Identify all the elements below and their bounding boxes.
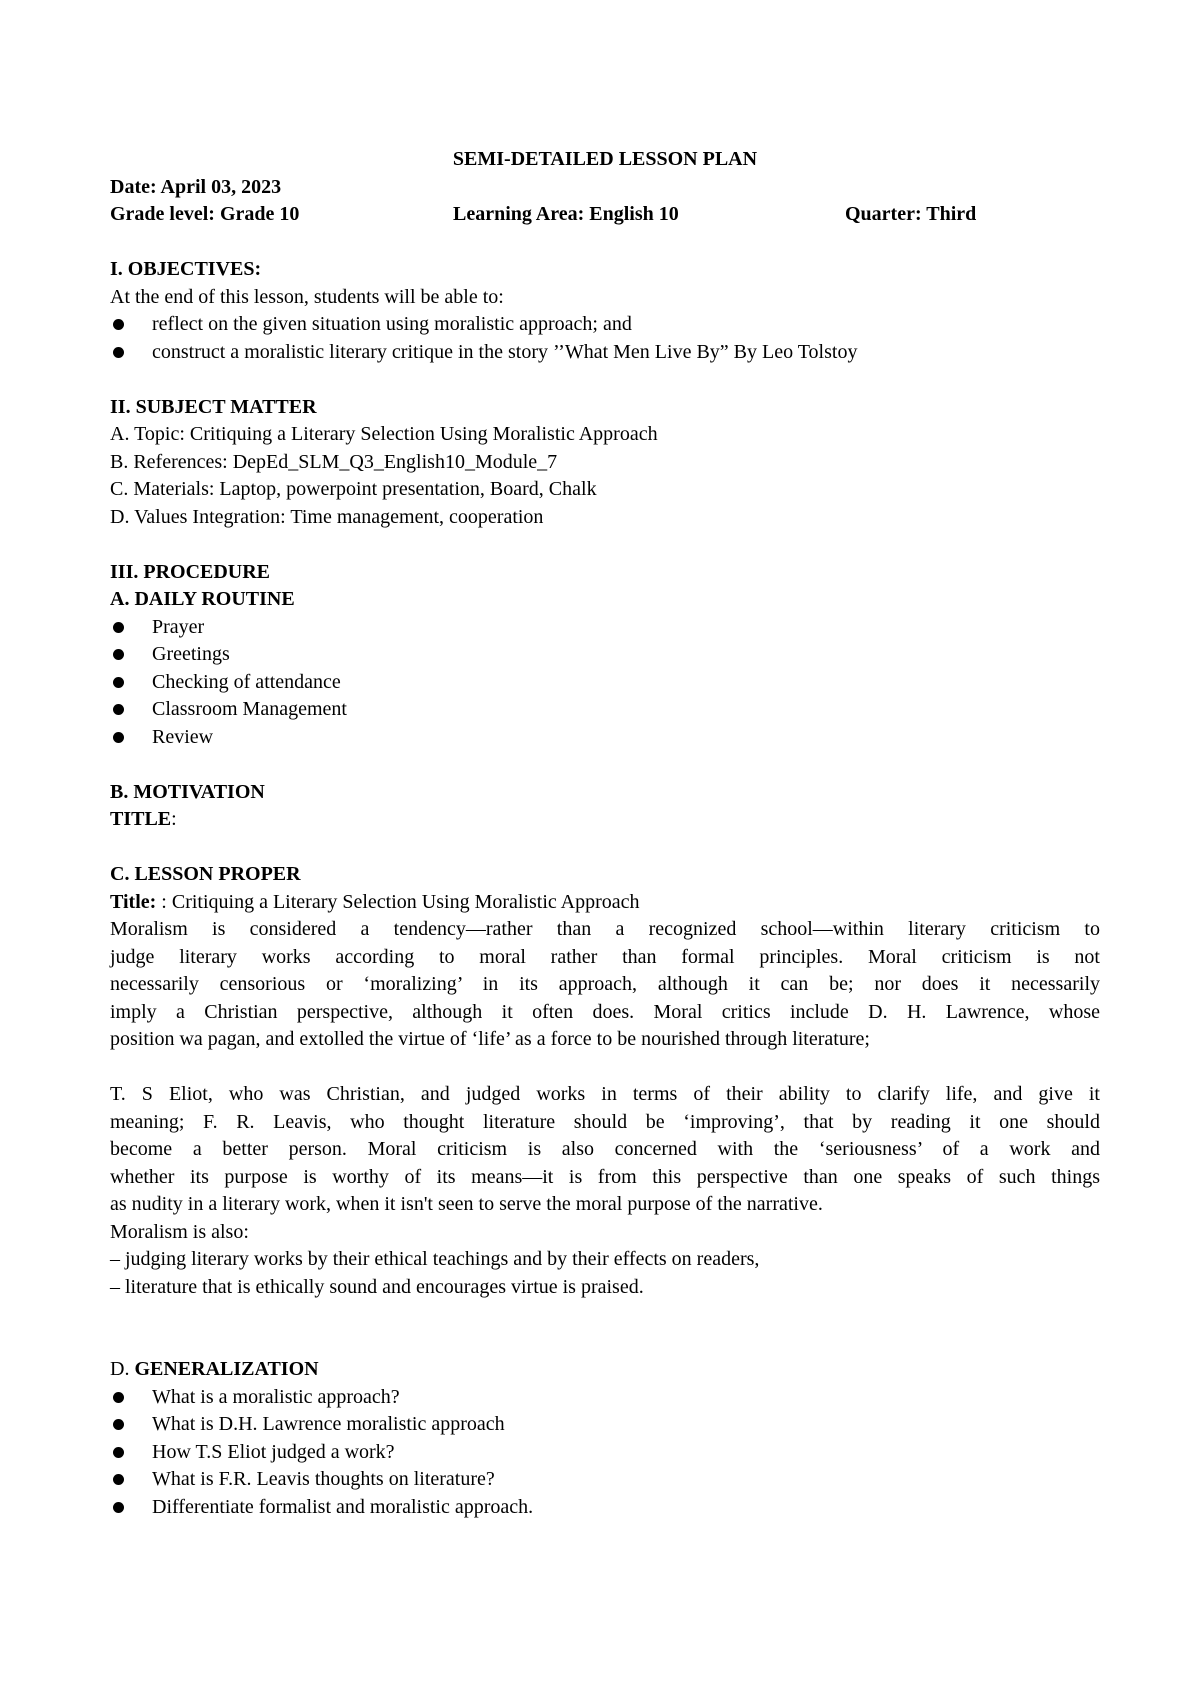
- objectives-intro: At the end of this lesson, students will be able to:: [110, 285, 504, 308]
- list-item: Prayer: [110, 614, 1100, 642]
- subject-matter-heading: II. SUBJECT MATTER: [110, 395, 317, 418]
- bullet-icon: [113, 704, 124, 715]
- lesson-plan-document: [110, 146, 1100, 1521]
- lesson-paragraph-1: Moralism is considered a tendency—rather than a recognized school—within literary criticism to judge literary works according to moral rather than formal principles. Moral criticism is not necessarily censorious or ‘moralizing’ in its approach, although it can be; nor does it necessarily imply a Christian perspective, although it often does. Moral critics include D. H. Lawrence, whose position wa pagan, and extolled the virtue of ‘life’ as a force to be nourished through literature;: [110, 918, 1100, 1050]
- bullet-icon: [113, 1419, 124, 1430]
- bullet-icon: [113, 1474, 124, 1485]
- lesson-paragraph-2: T. S Eliot, who was Christian, and judged works in terms of their ability to clarify life, and give it meaning; F. R. Leavis, who thought literature should be ‘improving’, that by reading it one should become a better person. Moral criticism is also concerned with the ‘seriousness’ of a work and whether its purpose is worthy of its means—it is from this perspective than one speaks of such things as nudity in a literary work, when it isn't seen to serve the moral purpose of the narrative.: [110, 1083, 1100, 1215]
- motivation-heading: B. MOTIVATION: [110, 780, 265, 803]
- bullet-icon: [113, 319, 124, 330]
- info-row: [110, 201, 1100, 229]
- list-item: construct a moralistic literary critique in the story ’’What Men Live By” By Leo Tolstoy: [110, 339, 1100, 367]
- list-item: What is F.R. Leavis thoughts on literature?: [110, 1466, 1100, 1494]
- bullet-icon: [113, 1392, 124, 1403]
- lesson-proper-heading: C. LESSON PROPER: [110, 863, 301, 885]
- motivation-title: TITLE:: [110, 808, 177, 830]
- bullet-icon: [113, 677, 124, 688]
- daily-routine-heading: A. DAILY ROUTINE: [110, 588, 295, 610]
- subject-references: B. References: DepEd_SLM_Q3_English10_Module_7: [110, 450, 558, 473]
- generalization-heading: D. GENERALIZATION: [110, 1358, 319, 1380]
- procedure-heading: III. PROCEDURE: [110, 560, 271, 583]
- list-item: Classroom Management: [110, 696, 1100, 724]
- list-item: reflect on the given situation using moralistic approach; and: [110, 311, 1100, 339]
- bullet-icon: [113, 1447, 124, 1458]
- subject-topic: A. Topic: Critiquing a Literary Selection Using Moralistic Approach: [110, 423, 658, 445]
- subject-values: D. Values Integration: Time management, cooperation: [110, 505, 544, 528]
- subject-materials: C. Materials: Laptop, powerpoint presentation, Board, Chalk: [110, 478, 597, 500]
- list-item: What is D.H. Lawrence moralistic approach: [110, 1411, 1100, 1439]
- bullet-icon: [113, 622, 124, 633]
- document-title: SEMI-DETAILED LESSON PLAN: [452, 148, 758, 170]
- bullet-icon: [113, 1502, 124, 1513]
- grade-level: Grade level: Grade 10: [110, 203, 300, 225]
- date-line: Date: April 03, 2023: [110, 175, 282, 198]
- list-item: Checking of attendance: [110, 669, 1100, 697]
- list-item: How T.S Eliot judged a work?: [110, 1439, 1100, 1467]
- learning-area: Learning Area: English 10: [453, 203, 679, 225]
- bullet-icon: [113, 649, 124, 660]
- bullet-icon: [113, 347, 124, 358]
- list-item: Greetings: [110, 641, 1100, 669]
- lesson-proper-title: Title: : Critiquing a Literary Selection Using Moralistic Approach: [110, 890, 640, 913]
- moralism-point: – judging literary works by their ethical teachings and by their effects on readers,: [110, 1248, 760, 1270]
- bullet-icon: [113, 732, 124, 743]
- list-item: Review: [110, 724, 1100, 752]
- moralism-point: – literature that is ethically sound and encourages virtue is praised.: [110, 1275, 644, 1298]
- list-item: What is a moralistic approach?: [110, 1384, 1100, 1412]
- list-item: Differentiate formalist and moralistic approach.: [110, 1494, 1100, 1522]
- quarter: Quarter: Third: [845, 203, 977, 225]
- moralism-also: Moralism is also:: [110, 1220, 249, 1243]
- objectives-heading: I. OBJECTIVES:: [110, 258, 262, 280]
